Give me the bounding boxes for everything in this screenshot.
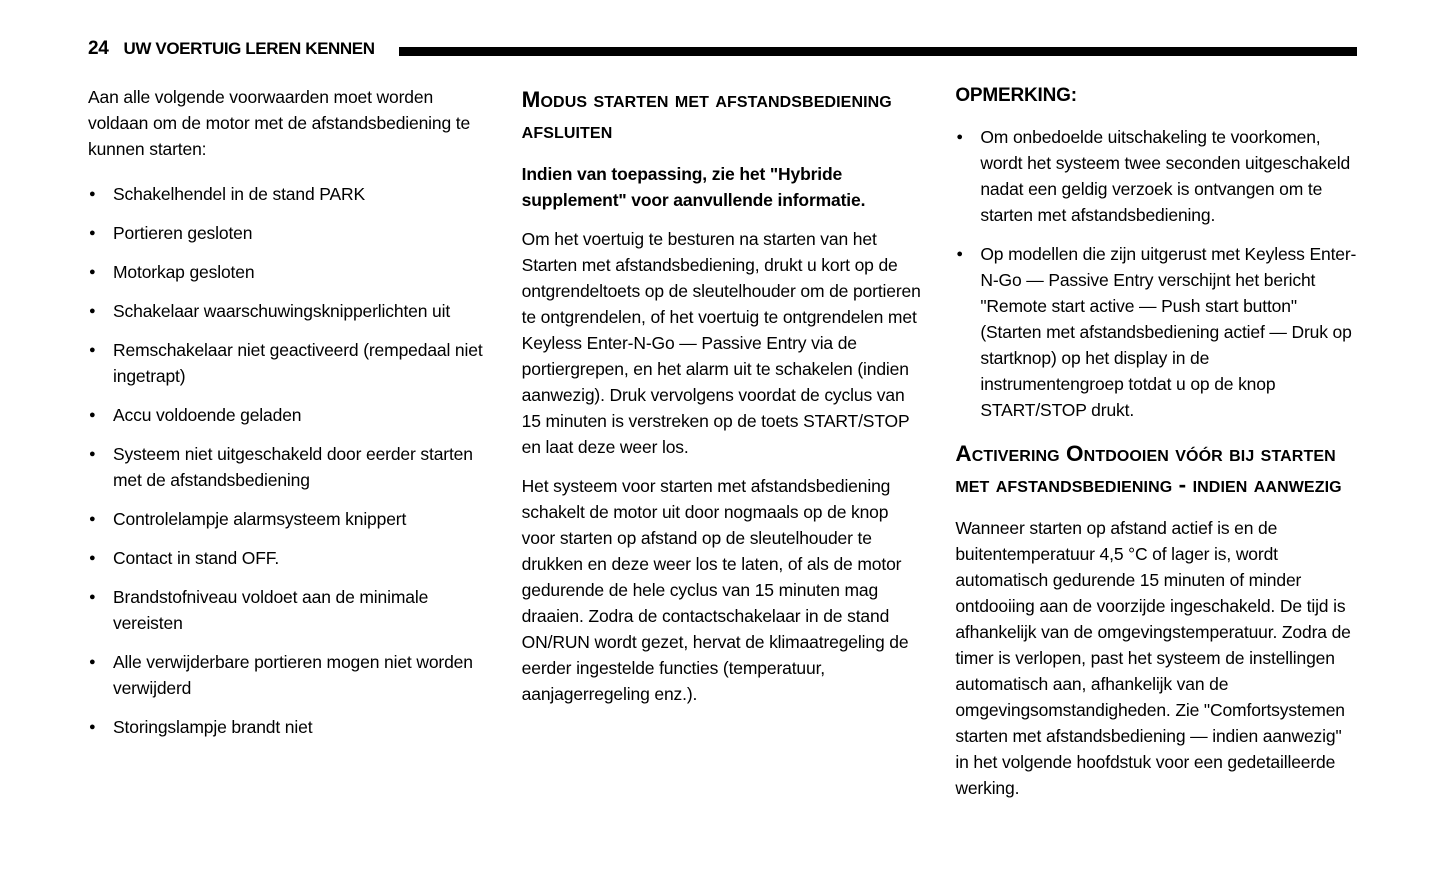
note-list (955, 124, 1357, 423)
paragraph: Het systeem voor starten met afstandsbediening schakelt de motor uit door nogmaals op de knop voor starten op afstand op de sleutelhouder te drukken en deze weer los te laten, of als de motor gedurende de hele cyclus van 15 minuten mag draaien. Zodra de contactschakelaar in de stand ON/RUN wordt gezet, hervat de klimaatregeling de eerder ingestelde functies (temperatuur, aanjagerregeling enz.). (521, 476, 909, 704)
note-heading: OPMERKING: (955, 85, 1077, 106)
list-item: ● Systeem niet uitgeschakeld door eerder starten met de afstandsbediening (88, 441, 490, 493)
list-item: ● Portieren gesloten (88, 220, 490, 246)
page-header (88, 38, 1357, 60)
conditions-list (88, 181, 490, 740)
list-item: ● Contact in stand OFF. (88, 545, 490, 571)
list-item: ● Storingslampje brandt niet (88, 714, 490, 740)
conditions-intro: Aan alle volgende voorwaarden moet worden voldaan om de motor met de afstandsbediening te kunnen starten: (88, 87, 471, 159)
list-item: ● Accu voldoende geladen (88, 402, 490, 428)
column-right (955, 84, 1357, 814)
paragraph: Om het voertuig te besturen na starten van het Starten met afstandsbediening, drukt u kort op de ontgrendeltoets op de sleutelhouder om de portieren te ontgrendelen, of het voertuig te ontgrendelen met Keyless Enter-N-Go — Passive Entry via de portiergrepen, en het alarm uit te schakelen (indien aanwezig). Druk vervolgens voordat de cyclus van 15 minuten is verstreken op de toets START/STOP en laat deze weer los. (521, 229, 921, 457)
column-left (88, 84, 490, 753)
header-rule (399, 47, 1357, 56)
list-item: ● Controlelampje alarmsysteem knippert (88, 506, 490, 532)
list-item: ● Schakelhendel in de stand PARK (88, 181, 490, 207)
content-columns (88, 84, 1357, 814)
paragraph: Wanneer starten op afstand actief is en de buitentemperatuur 4,5 °C of lager is, wordt automatisch gedurende 15 minuten of minder ontdooiing aan de voorzijde ingeschakeld. De tijd is afhankelijk van de omgevingstemperatuur. Zodra de timer is verlopen, past het systeem de instellingen automatisch aan, afhankelijk van de omgevingsomstandigheden. Zie "Comfortsystemen starten met afstandsbediening — indien aanwezig" in het volgende hoofdstuk voor een gedetailleerde werking. (955, 518, 1351, 798)
list-item: ● Alle verwijderbare portieren mogen niet worden verwijderd (88, 649, 490, 701)
list-item: ● Om onbedoelde uitschakeling te voorkomen, wordt het systeem twee seconden uitgeschakeld nadat een geldig verzoek is ontvangen om te starten met afstandsbediening. (955, 124, 1357, 228)
hybride-supplement-note: Indien van toepassing, zie het "Hybride supplement" voor aanvullende informatie. (521, 164, 866, 210)
chapter-title: UW VOERTUIG LEREN KENNEN (123, 39, 375, 58)
list-item: ● Brandstofniveau voldoet aan de minimale vereisten (88, 584, 490, 636)
list-item: ● Schakelaar waarschuwingsknipperlichten uit (88, 298, 490, 324)
section-heading-defrost-activation: Activering Ontdooien vóór bij starten met afstandsbediening - indien aanwezig (955, 441, 1342, 497)
list-item: ● Motorkap gesloten (88, 259, 490, 285)
column-middle (522, 84, 924, 720)
list-item: ● Op modellen die zijn uitgerust met Keyless Enter-N-Go — Passive Entry verschijnt het bericht "Remote start active — Push start button" (Starten met afstandsbediening actief — Druk op startknop) op het display in de instrumentengroep totdat u op de knop START/STOP drukt. (955, 241, 1357, 423)
section-heading-remote-start-exit: Modus starten met afstandsbediening afsluiten (521, 87, 892, 143)
page-number: 24 (88, 38, 109, 59)
list-item: ● Remschakelaar niet geactiveerd (rempedaal niet ingetrapt) (88, 337, 490, 389)
